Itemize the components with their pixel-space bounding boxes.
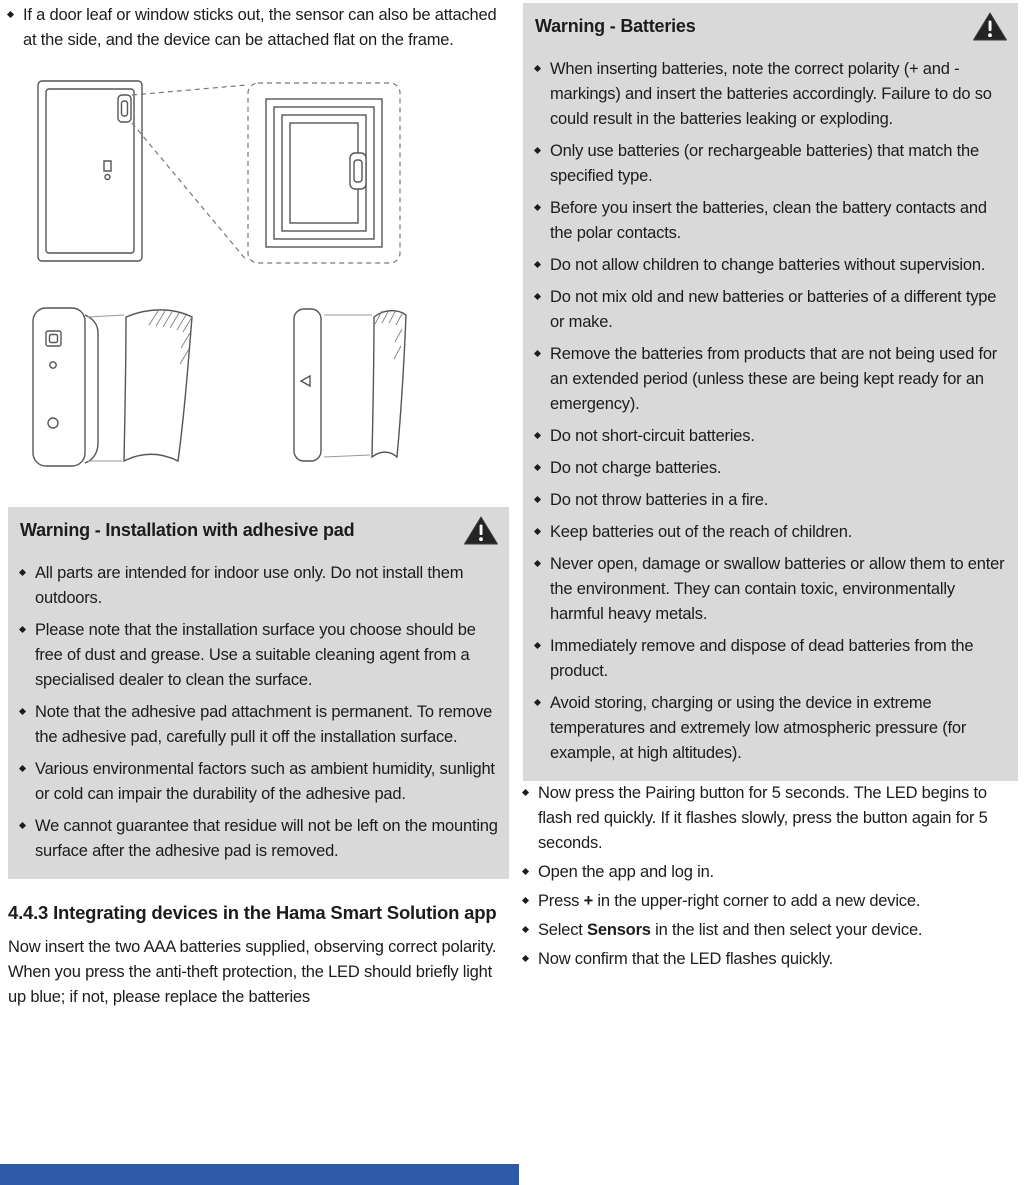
list-item	[523, 918, 1018, 943]
warning-box-header	[535, 11, 1008, 47]
magnified-frame-view	[266, 99, 382, 247]
list-item	[20, 700, 499, 750]
list-item	[535, 634, 1008, 684]
list-item-text: Do not throw batteries in a fire.	[550, 491, 769, 509]
magnet-adhesive-pad	[372, 311, 406, 457]
bullet-icon	[534, 147, 541, 154]
list-item-text: Keep batteries out of the reach of children.	[550, 523, 853, 541]
bullet-icon	[522, 926, 529, 933]
list-item	[535, 456, 1008, 481]
list-item-text: Do not short-circuit batteries.	[550, 427, 755, 445]
list-item-text: Open the app and log in.	[538, 863, 714, 881]
list-item-text: Before you insert the batteries, clean the battery contacts and the polar contacts.	[550, 199, 987, 242]
bullet-icon	[534, 528, 541, 535]
body-paragraph: Now insert the two AAA batteries supplied, observing correct polarity. When you press the anti-theft protection, the LED should briefly light up blue; if not, please replace the batteries	[8, 938, 497, 1007]
bullet-icon	[19, 708, 26, 715]
sensor-installation-diagram	[8, 65, 508, 485]
list-item-text: When inserting batteries, note the correct polarity (+ and - markings) and insert the batteries accordingly. Failure to do so could result in the batteries leaking or exploding.	[550, 60, 992, 128]
right-column	[523, 3, 1018, 976]
list-item	[535, 342, 1008, 417]
warning-title: Warning - Batteries	[535, 16, 696, 36]
bullet-icon	[534, 464, 541, 471]
list-item-text: Now confirm that the LED flashes quickly.	[538, 950, 834, 968]
bullet-icon	[522, 789, 529, 796]
list-item-text: We cannot guarantee that residue will not be left on the mounting surface after the adhesive pad is removed.	[35, 817, 498, 860]
warning-box-adhesive-pad	[8, 507, 509, 879]
list-item-text: Please note that the installation surface you choose should be free of dust and grease. Use a suitable cleaning agent from a specialised dealer to clean the surface.	[35, 621, 476, 689]
list-item-text: Avoid storing, charging or using the device in extreme temperatures and extremely low atmospheric pressure (for example, at high altitudes).	[550, 694, 967, 762]
list-item	[535, 488, 1008, 513]
bullet-icon	[534, 293, 541, 300]
list-item	[535, 424, 1008, 449]
list-item-text: Never open, damage or swallow batteries or allow them to enter the environment. They can contain toxic, environmentally harmful heavy metals.	[550, 555, 1005, 623]
list-item-text: If a door leaf or window sticks out, the sensor can also be attached at the side, and the device can be attached flat on the frame.	[23, 6, 497, 49]
bullet-icon	[19, 822, 26, 829]
bullet-icon	[19, 765, 26, 772]
bullet-icon	[522, 868, 529, 875]
list-item-text: Now press the Pairing button for 5 seconds. The LED begins to flash red quickly. If it flashes slowly, press the button again for 5 seconds.	[538, 784, 988, 852]
list-item	[535, 552, 1008, 627]
magnet-pad-leader-lines	[324, 315, 372, 457]
list-item	[20, 618, 499, 693]
warning-triangle-icon	[972, 11, 1008, 47]
warning-box-header	[20, 515, 499, 551]
list-item	[535, 196, 1008, 246]
bullet-icon	[534, 642, 541, 649]
list-item	[535, 520, 1008, 545]
list-item	[20, 757, 499, 807]
bullet-icon	[522, 955, 529, 962]
list-item-text: Do not mix old and new batteries or batteries of a different type or make.	[550, 288, 997, 331]
bullet-icon	[534, 432, 541, 439]
list-item	[20, 814, 499, 864]
list-item	[8, 3, 509, 53]
list-item-text: Select Sensors in the list and then select your device.	[538, 921, 923, 939]
bullet-icon	[19, 569, 26, 576]
bullet-icon	[534, 261, 541, 268]
list-item	[20, 561, 499, 611]
warning-triangle-icon	[463, 515, 499, 551]
left-column	[8, 3, 509, 1010]
sensor-pad-leader-lines	[88, 315, 124, 461]
bullet-icon	[534, 496, 541, 503]
bullet-icon	[19, 626, 26, 633]
list-item	[535, 691, 1008, 766]
list-item-text: Only use batteries (or rechargeable batteries) that match the specified type.	[550, 142, 979, 185]
bullet-icon	[534, 350, 541, 357]
list-item-text: Do not allow children to change batteries without supervision.	[550, 256, 986, 274]
list-item-text: Various environmental factors such as ambient humidity, sunlight or cold can impair the durability of the adhesive pad.	[35, 760, 495, 803]
list-item	[535, 57, 1008, 132]
list-item-text: Note that the adhesive pad attachment is permanent. To remove the adhesive pad, carefully pull it off the installation surface.	[35, 703, 493, 746]
bullet-icon	[534, 560, 541, 567]
sensor-body-drawing	[33, 308, 98, 466]
bullet-icon	[534, 65, 541, 72]
bullet-icon	[534, 699, 541, 706]
bullet-icon	[522, 897, 529, 904]
magnet-drawing	[294, 309, 321, 461]
intro-list	[8, 3, 509, 53]
sensor-adhesive-pad	[124, 310, 192, 461]
door-leaf-drawing	[38, 81, 142, 261]
section-heading: 4.4.3 Integrating devices in the Hama Smart Solution app	[8, 902, 497, 923]
list-item-text: All parts are intended for indoor use only. Do not install them outdoors.	[35, 564, 464, 607]
list-item-text: Do not charge batteries.	[550, 459, 722, 477]
pairing-steps-list	[523, 781, 1018, 972]
warning-list-adhesive	[20, 561, 499, 864]
warning-box-batteries	[523, 3, 1018, 781]
list-item	[523, 781, 1018, 856]
list-item	[535, 139, 1008, 189]
list-item-text: Remove the batteries from products that are not being used for an extended period (unless these are being kept ready for an emergency).	[550, 345, 998, 413]
list-item	[535, 253, 1008, 278]
list-item	[523, 947, 1018, 972]
warning-title: Warning - Installation with adhesive pad	[20, 520, 355, 540]
bullet-icon	[534, 204, 541, 211]
list-item	[523, 860, 1018, 885]
warning-list-batteries	[535, 57, 1008, 766]
list-item-text: Immediately remove and dispose of dead batteries from the product.	[550, 637, 974, 680]
list-item	[535, 285, 1008, 335]
bullet-icon	[7, 11, 14, 18]
list-item-text: Press + in the upper-right corner to add a new device.	[538, 892, 921, 910]
footer-bar	[0, 1164, 519, 1185]
list-item	[523, 889, 1018, 914]
